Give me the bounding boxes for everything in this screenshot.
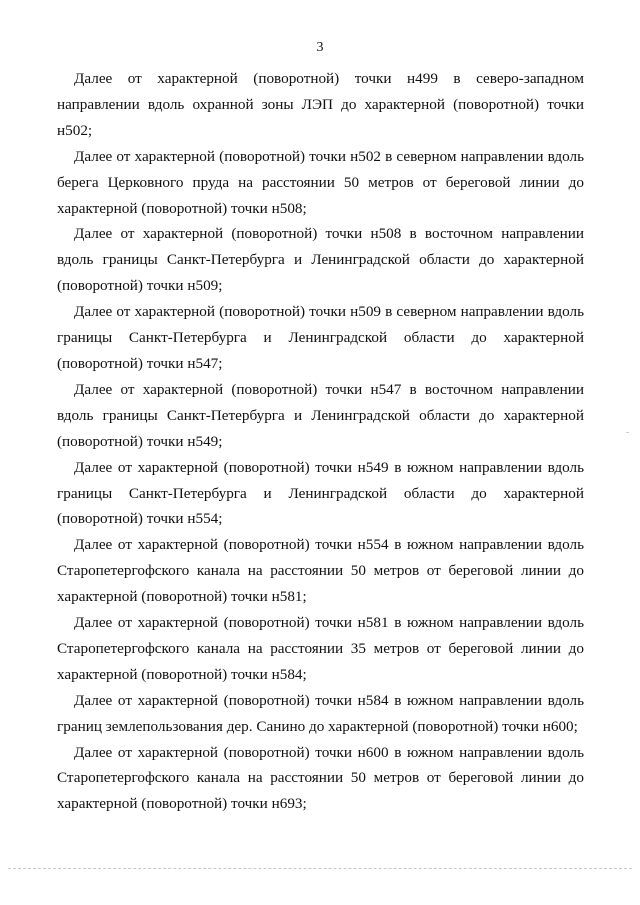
- paragraph: Далее от характерной (поворотной) точки н554 в южном направлении вдоль Старопетергофского канала на расстоянии 50 метров от береговой линии до характерной (поворотной) точки н581;: [57, 536, 584, 606]
- paragraph: Далее от характерной (поворотной) точки н584 в южном направлении вдоль границ землепользования дер. Санино до характерной (поворотной) точки н600;: [57, 691, 584, 735]
- paragraph: Далее от характерной (поворотной) точки н547 в восточном направлении вдоль границы Санкт-Петербурга и Ленинградской области до характерной (поворотной) точки н549;: [57, 380, 584, 450]
- paragraph: Далее от характерной (поворотной) точки н549 в южном направлении вдоль границы Санкт-Петербурга и Ленинградской области до характерной (поворотной) точки н554;: [57, 458, 584, 528]
- page-number: 3: [316, 40, 324, 55]
- scan-margin-mark: [626, 432, 629, 433]
- document-body: [57, 66, 584, 817]
- scan-footer-line: [8, 868, 632, 869]
- paragraph: Далее от характерной (поворотной) точки н600 в южном направлении вдоль Старопетергофского канала на расстоянии 50 метров от береговой линии до характерной (поворотной) точки н693;: [57, 743, 584, 813]
- paragraph: Далее от характерной (поворотной) точки н508 в восточном направлении вдоль границы Санкт-Петербурга и Ленинградской области до характерной (поворотной) точки н509;: [57, 225, 584, 295]
- paragraph: Далее от характерной (поворотной) точки н499 в северо-западном направлении вдоль охранной зоны ЛЭП до характерной (поворотной) точки н502;: [57, 70, 584, 139]
- paragraph: Далее от характерной (поворотной) точки н581 в южном направлении вдоль Старопетергофского канала на расстоянии 35 метров от береговой линии до характерной (поворотной) точки н584;: [57, 614, 584, 683]
- paragraph: Далее от характерной (поворотной) точки н509 в северном направлении вдоль границы Санкт-Петербурга и Ленинградской области до характерной (поворотной) точки н547;: [57, 303, 584, 372]
- paragraph: Далее от характерной (поворотной) точки н502 в северном направлении вдоль берега Церковного пруда на расстоянии 50 метров от береговой линии до характерной (поворотной) точки н508;: [57, 147, 584, 217]
